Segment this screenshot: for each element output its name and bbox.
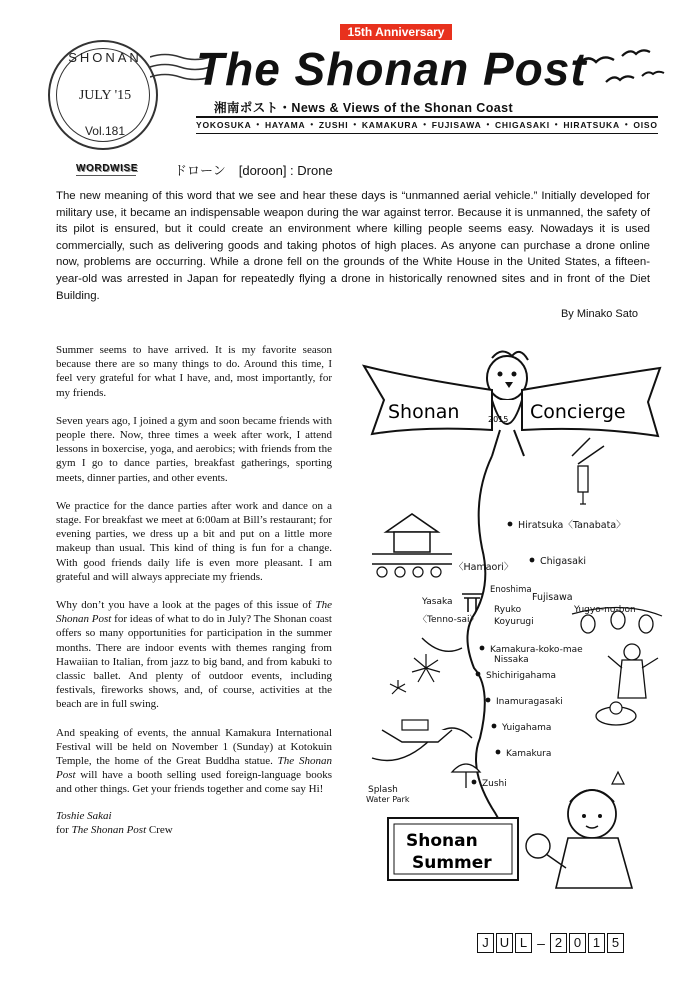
place-label: Kamakura-koko-mae bbox=[490, 645, 583, 655]
author-affiliation bbox=[56, 823, 332, 837]
article-signature bbox=[56, 809, 332, 837]
wordwise-text: The new meaning of this word that we see and hear these days is “unmanned aerial vehicle.” Initially developed for military use, it became an indispensable weapon during the war against terror. Because it is unmanned, the safety of its pilot is ensured, but it could create an environment where killing people seems easy. Nowadays it is used commercially, such as delivering goods and taking photos of high places. As anyone can purchase a drone online now, problems are occurring. While a drone fell on the grounds of the White House in the United States, a fifteen-year-old was arrested in Japan for repeatedly flying a drone in historically renowned sites and in front of the Diet Building. bbox=[56, 190, 650, 302]
mikoshi-portable-shrine-icon bbox=[372, 514, 452, 577]
banner-year: 2015 bbox=[488, 415, 509, 424]
wordwise-term: ドローン [doroon] : Drone bbox=[174, 163, 333, 178]
sign-line-1: Shonan bbox=[406, 831, 478, 851]
bullet-icon: • bbox=[554, 120, 559, 129]
wordwise-byline: By Minako Sato bbox=[560, 308, 638, 320]
main-article bbox=[56, 343, 332, 837]
sign-line-2: Summer bbox=[412, 853, 492, 873]
anniversary-banner: 15th Anniversary bbox=[340, 24, 452, 40]
affiliation-suffix: Crew bbox=[146, 823, 173, 836]
article-paragraph: Seven years ago, I joined a gym and soon became friends with people there. Now, three times a week after work, I attend lessons in boxercise, yoga, and aerobics; with friends from the gym I go to dance parties, breakfast gatherings, sporting meets, dinner parties, and other events. bbox=[56, 414, 332, 484]
place-label: 〈Hamaori〉 bbox=[454, 562, 514, 573]
banner-right-text: Concierge bbox=[530, 401, 626, 423]
date-char: 5 bbox=[607, 933, 624, 953]
beach-umbrella-icon bbox=[452, 764, 480, 788]
bullet-icon: • bbox=[624, 120, 629, 129]
article-text: will have a booth selling used foreign-language books and other things. Get your friends together and come say Hi! bbox=[56, 769, 332, 796]
place-label: Enoshima bbox=[490, 585, 532, 595]
town-name: CHIGASAKI bbox=[494, 120, 550, 130]
bullet-icon: • bbox=[423, 120, 427, 129]
article-paragraph: We practice for the dance parties after work and dance on a stage. For breakfast we meet at 6:00am at Bill’s restaurant; for evening parties, we dress up a bit and put on a little more makeup than usual. This kind of thing is fun for a change. With good friends daily life is even more pleasant. I am grateful and will always appreciate my friends. bbox=[56, 499, 332, 583]
place-label: Yugyo-no-bon bbox=[574, 605, 636, 615]
article-text: for ideas of what to do in July? The Shonan coast offers so many opportunities for participation in the summer months. There are indoor events with themes ranging from Hawaiian to Italian, from jazz to big band, and from kabuki to classic ballet. And plenty of outdoor events, including festivals, fireworks shows, and, of course, activities at the beach are in full swing. bbox=[56, 613, 332, 711]
date-char: J bbox=[477, 933, 494, 953]
town-name: HAYAMA bbox=[264, 120, 306, 130]
place-label: Chigasaki bbox=[540, 556, 587, 567]
newspaper-subtitle: 湘南ポスト・News & Views of the Shonan Coast bbox=[214, 101, 514, 115]
place-label: Splash bbox=[368, 785, 398, 795]
tanabata-decoration-icon bbox=[572, 438, 604, 504]
place-label: Nissaka bbox=[494, 655, 529, 665]
shonan-concierge-map-illustration bbox=[342, 338, 672, 900]
place-label: Hiratsuka〈Tanabata〉 bbox=[518, 520, 626, 531]
place-label: Inamuragasaki bbox=[496, 697, 563, 707]
date-char: 0 bbox=[569, 933, 586, 953]
postmark-volume: Vol.181 bbox=[84, 124, 126, 138]
date-char: U bbox=[496, 933, 513, 953]
postmark-name: SHONAN bbox=[68, 50, 142, 65]
bullet-icon: • bbox=[256, 120, 261, 129]
boats-icon bbox=[382, 720, 452, 742]
place-label: Yuigahama bbox=[502, 723, 552, 733]
masthead-rule bbox=[196, 116, 658, 118]
date-char: L bbox=[515, 933, 532, 953]
masthead-rule-bottom bbox=[196, 133, 658, 134]
newspaper-name-italic: The Shonan Post bbox=[56, 755, 332, 782]
article-text: Why don’t you have a look at the pages of this issue of bbox=[56, 599, 316, 612]
wing-banner-left bbox=[364, 366, 492, 434]
town-name: KAMAKURA bbox=[361, 120, 419, 130]
bullet-icon: • bbox=[353, 120, 357, 129]
newspaper-name-italic: The Shonan Post bbox=[56, 599, 332, 626]
postmark-date: JULY '15 bbox=[78, 88, 132, 103]
bullet-icon: • bbox=[310, 120, 314, 129]
yukata-dancer-icon bbox=[608, 644, 658, 698]
place-label: Koyurugi bbox=[494, 617, 534, 627]
town-list bbox=[196, 120, 658, 130]
seagulls-icon bbox=[576, 42, 666, 92]
place-label: Ryuko bbox=[494, 605, 522, 615]
date-char: 2 bbox=[550, 933, 567, 953]
newspaper-name-italic: The Shonan Post bbox=[71, 823, 147, 836]
girl-with-fan-icon bbox=[526, 772, 632, 888]
article-paragraph bbox=[56, 726, 332, 797]
issue-date-box bbox=[477, 933, 626, 953]
postmark-stamp bbox=[48, 40, 158, 150]
bullet-icon: • bbox=[486, 120, 491, 129]
article-text: And speaking of events, the annual Kamakura International Festival will be held on November 1 (Sunday) at Kotokuin Temple, the home of the Great Buddha statue. bbox=[56, 726, 332, 768]
article-paragraph bbox=[56, 598, 332, 712]
newspaper-title: The Shonan Post bbox=[196, 43, 587, 95]
place-label: Water Park bbox=[366, 795, 410, 804]
date-char: 1 bbox=[588, 933, 605, 953]
place-label: Yasaka bbox=[422, 597, 453, 607]
town-name: YOKOSUKA bbox=[196, 120, 252, 130]
banner-left-text: Shonan bbox=[388, 401, 460, 423]
fireworks-icon bbox=[390, 654, 440, 694]
wordwise-badge: WORDWISE bbox=[76, 163, 139, 174]
shonan-summer-sign bbox=[388, 818, 518, 880]
article-paragraph: Summer seems to have arrived. It is my favorite season because there are so many things to do. Around this time, I feel very grateful for what I have, and, most importantly, for my friends. bbox=[56, 344, 332, 399]
place-label: Shichirigahama bbox=[486, 671, 557, 681]
town-name: FUJISAWA bbox=[431, 120, 482, 130]
place-label: 〈Tenno-sai〉 bbox=[418, 615, 479, 625]
author-name: Toshie Sakai bbox=[56, 809, 112, 822]
town-name: ZUSHI bbox=[318, 120, 349, 130]
town-name: HIRATSUKA bbox=[563, 120, 620, 130]
place-markers bbox=[366, 520, 636, 804]
place-label: Kamakura bbox=[506, 749, 552, 759]
swimmer-float-icon bbox=[596, 702, 636, 725]
date-dash: – bbox=[537, 935, 545, 951]
town-name: OISO bbox=[633, 120, 658, 130]
place-label: Fujisawa bbox=[532, 592, 573, 603]
place-label: Zushi bbox=[482, 779, 507, 789]
affiliation-prefix: for bbox=[56, 823, 72, 836]
